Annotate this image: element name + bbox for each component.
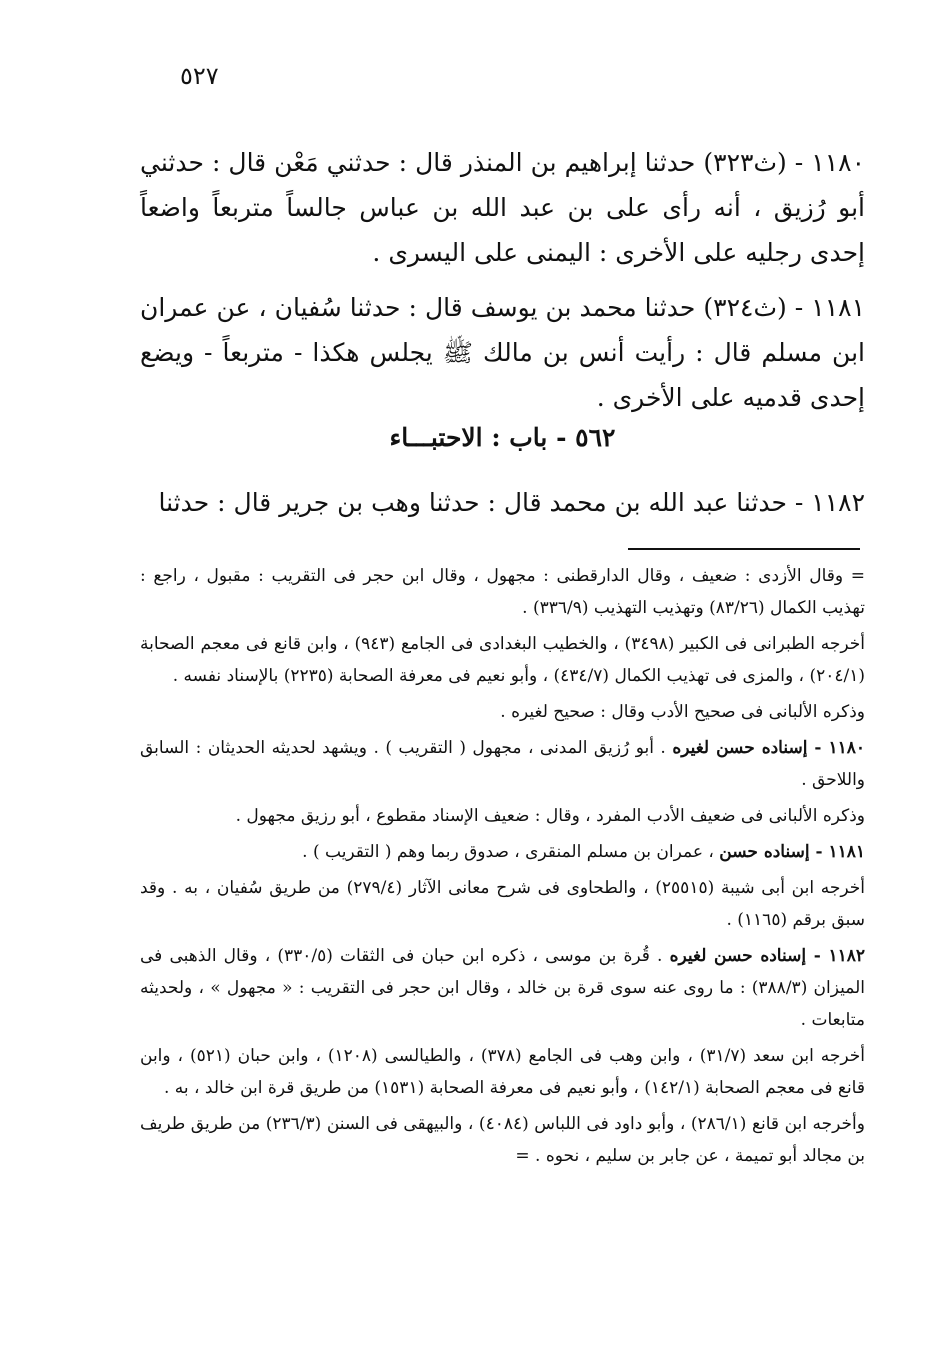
footnote-1180 <box>140 732 865 796</box>
footnote-continuation: = وقال الأزدى : ضعيف ، وقال الدارقطنى : مجهول ، وقال ابن حجر فى التقريب : مقبول ، راجع : تهذيب الكمال (٨٣/٢٦) وتهذيب التهذيب (٣٣٦/٩) . <box>140 566 865 618</box>
footnote-takhrij-1: أخرجه الطبرانى فى الكبير (٣٤٩٨) ، والخطيب البغدادى فى الجامع (٩٤٣) ، وابن قانع فى معجم الصحابة (٢٠٤/١) ، والمزى فى تهذيب الكمال (٤٣٤/٧) ، وأبو نعيم فى معرفة الصحابة (٢٢٣٥) بالإسناد نفسه . <box>140 634 865 686</box>
hadith-1181 <box>140 285 865 420</box>
hadith-1180-text: ١١٨٠ - (ث٣٢٣) حدثنا إبراهيم بن المنذر قال : حدثني مَعْن قال : حدثني أبو رُزيق ، أنه رأى على بن عبد الله بن عباس جالساً متربعاً واضعاً إحدى رجليه على الأخرى : اليمنى على اليسرى . <box>140 148 865 267</box>
footnotes <box>140 560 865 1176</box>
footnote-albani-2: وذكره الألبانى فى ضعيف الأدب المفرد ، وقال : ضعيف الإسناد مقطوع ، أبو رزيق مجهول . <box>235 806 865 826</box>
footnote-1181-note: ، عمران بن مسلم المنقرى ، صدوق ربما وهم ( التقريب ) . <box>302 842 720 862</box>
chapter-title: ٥٦٢ - باب : الاحتبـــاء <box>389 423 616 452</box>
hadith-1180 <box>140 140 865 275</box>
footnote-takhrij-1182: أخرجه ابن سعد (٣١/٧) ، وابن وهب فى الجامع (٣٧٨) ، والطيالسى (١٢٠٨) ، وابن حبان (٥٢١) ، وابن قانع فى معجم الصحابة (١٤٢/١) ، وأبو نعيم فى معرفة الصحابة (١٥٣١) من طريق قرة ابن خالد ، به . <box>140 1046 865 1098</box>
footnote-1180-grade: ١١٨٠ - إسناده حسن لغيره <box>672 738 865 758</box>
footnote-divider <box>628 548 860 550</box>
hadith-1182-text: ١١٨٢ - حدثنا عبد الله بن محمد قال : حدثنا وهب بن جرير قال : حدثنا <box>158 488 865 517</box>
page-number: ٥٢٧ <box>180 62 219 90</box>
footnote-1182 <box>140 940 865 1036</box>
hadith-1181-text: ١١٨١ - (ث٣٢٤) حدثنا محمد بن يوسف قال : حدثنا سُفيان ، عن عمران ابن مسلم قال : رأيت أنس بن مالك ﷺ يجلس هكذا - متربعاً - ويضع إحدى قدميه على الأخرى . <box>140 293 865 412</box>
footnote-1182-note: . قُرة بن موسى ، ذكره ابن حبان فى الثقات (٣٣٠/٥) ، وقال الذهبى فى الميزان (٣٨٨/٣) : ما روى عنه سوى قرة بن خالد ، وقال ابن حجر فى التقريب : « مجهول » ، ولحديثه متابعات . <box>140 946 866 1030</box>
hadith-1182 <box>140 480 865 525</box>
footnote-1181-grade: ١١٨١ - إسناده حسن <box>719 842 865 862</box>
footnote-takhrij-1181: أخرجه ابن أبى شيبة (٢٥٥١٥) ، والطحاوى فى شرح معانى الآثار (٢٧٩/٤) من طريق سُفيان ، به . وقد سبق برقم (١١٦٥) . <box>140 878 866 930</box>
footnote-1180-note: . أبو رُزيق المدنى ، مجهول ( التقريب ) . ويشهد لحديثه الحديثان : السابق واللاحق . <box>140 738 865 790</box>
footnote-1181 <box>140 836 865 868</box>
footnote-albani-1: وذكره الألبانى فى صحيح الأدب وقال : صحيح لغيره . <box>500 702 865 722</box>
footnote-1182-grade: ١١٨٢ - إسناده حسن لغيره <box>669 946 865 966</box>
footnote-takhrij-1182-b: وأخرجه ابن قانع (٢٨٦/١) ، وأبو داود فى اللباس (٤٠٨٤) ، والبيهقى فى السنن (٢٣٦/٣) من طريق طريف بن مجالد أبو تميمة ، عن جابر بن سليم ، نحوه . = <box>140 1114 865 1166</box>
